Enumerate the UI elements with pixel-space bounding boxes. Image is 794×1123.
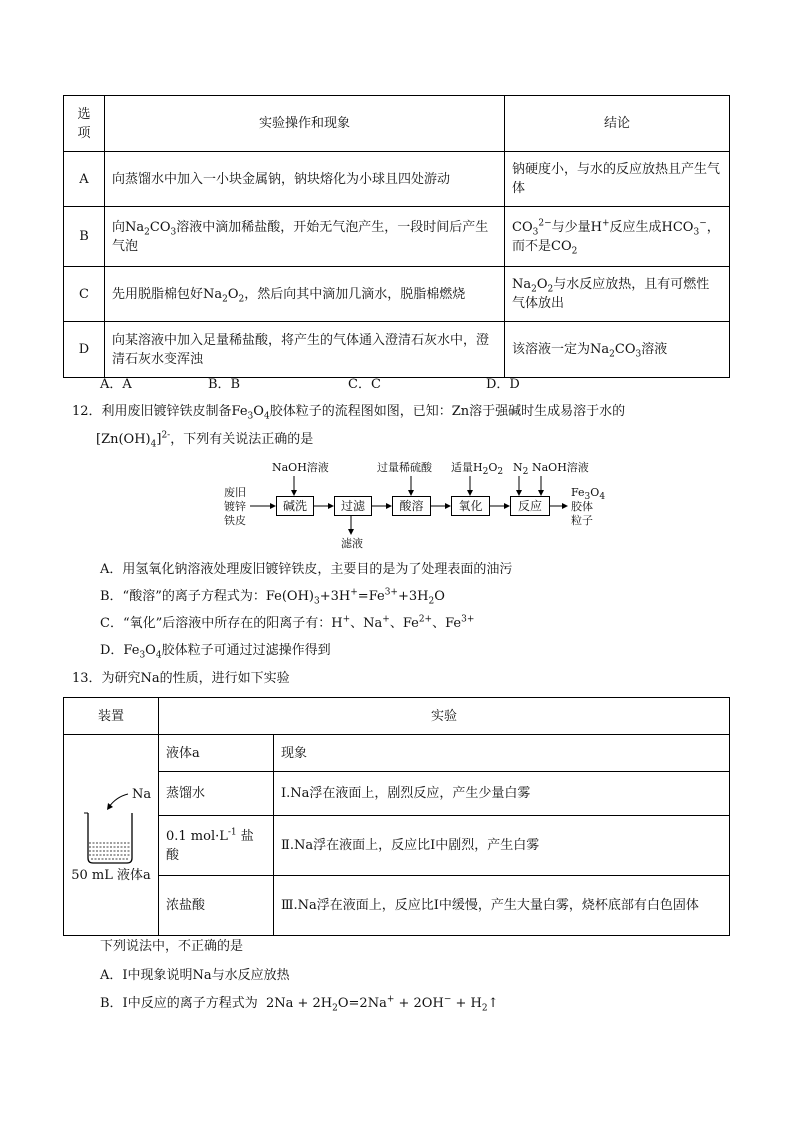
operation-cell: 向$Na_2CO_3$溶液中滴加稀盐酸，开始无气泡产生，一段时间后产生气泡 — [105, 207, 505, 267]
q12-option-a[interactable]: A．用氢氧化钠溶液处理废旧镀锌铁皮，主要目的是为了处理表面的油污 — [100, 562, 513, 577]
q12-option-c[interactable]: C．“氧化”后溶液中所存在的阳离子有：H+、Na+、$Fe^{2+}$、$Fe^{3+}$ — [100, 614, 475, 631]
reagent-naoh-2: NaOH溶液 — [532, 461, 589, 474]
table-row: 蒸馏水 Ⅰ.Na浮在液面上，剧烈反应，产生少量白雾 — [64, 772, 730, 816]
experiment-table-q11 — [63, 95, 730, 378]
q11-choice-a[interactable]: A．A — [100, 377, 132, 392]
conclusion-cell: $Na_2O_2$与水反应放热，且有可燃性气体放出 — [505, 267, 730, 322]
table-row: B 向$Na_2CO_3$溶液中滴加稀盐酸，开始无气泡产生，一段时间后产生气泡 $CO_3^{2-}$与少量H+反应生成$HCO_3^-$， 而不是$CO_2$ — [64, 207, 730, 267]
q13-question: 下列说法中，不正确的是 — [100, 939, 244, 954]
conclusion-cell: $CO_3^{2-}$与少量H+反应生成$HCO_3^-$， 而不是$CO_2$ — [505, 207, 730, 267]
header-option: 选 项 — [64, 96, 105, 152]
beaker-drawing — [64, 735, 158, 935]
q12-option-b[interactable]: B．“酸溶”的离子方程式为：$Fe(OH)_3+3H^+=Fe^{3+}+3H_2O$ — [100, 587, 445, 607]
q11-choice-c[interactable]: C．C — [348, 377, 381, 392]
q12-stem-line2: $[Zn(OH)_4]^{2-}$，下列有关说法正确的是 — [96, 430, 314, 450]
operation-cell: 向蒸馏水中加入一小块金属钠，钠块熔化为小球且四处游动 — [105, 152, 505, 207]
q11-choice-b[interactable]: B．B — [208, 377, 241, 392]
flow-start-label: 废旧 镀锌 铁皮 — [224, 486, 246, 527]
flow-box-acid-dissolve: 酸溶 — [392, 496, 431, 516]
header-experiment: 实验 — [159, 698, 730, 735]
conclusion-cell: 钠硬度小，与水的反应放热且产生气体 — [505, 152, 730, 207]
q12-stem: 12．利用废旧镀锌铁皮制备$Fe_3O_4$胶体粒子的流程图如图，已知：Zn溶于强碱时生成易溶于水的 — [72, 404, 626, 422]
q13-option-b[interactable]: B．Ⅰ中反应的离子方程式为 $2Na + 2H_2O=2Na^+ + 2OH^-$ + $H_2↑$ — [100, 994, 499, 1014]
q12-option-d[interactable]: D．$Fe_3O_4$胶体粒子可通过过滤操作得到 — [100, 643, 331, 661]
conclusion-cell: 该溶液一定为$Na_2CO_3$溶液 — [505, 322, 730, 378]
operation-cell: 先用脱脂棉包好$Na_2O_2$，然后向其中滴加几滴水，脱脂棉燃烧 — [105, 267, 505, 322]
subheader-liquid: 液体a — [159, 735, 274, 772]
operation-cell: 向某溶液中加入足量稀盐酸，将产生的气体通入澄清石灰水中，澄清石灰水变浑浊 — [105, 322, 505, 378]
reagent-sulfuric-acid: 过量稀硫酸 — [377, 461, 432, 474]
sodium-label: Na — [132, 787, 152, 802]
flow-box-react: 反应 — [510, 496, 550, 516]
flow-filtrate: 滤液 — [341, 537, 363, 550]
beaker-caption: 50 mL 液体a — [71, 868, 151, 883]
experiment-table-q13 — [63, 697, 730, 936]
q13-stem: 13．为研究Na的性质，进行如下实验 — [72, 671, 290, 686]
table-row: 浓盐酸 Ⅲ.Na浮在液面上，反应比Ⅰ中缓慢，产生大量白雾，烧杯底部有白色固体 — [64, 876, 730, 936]
q11-choice-d[interactable]: D．D — [486, 377, 520, 392]
header-apparatus: 装置 — [64, 698, 159, 735]
q13-option-a[interactable]: A．Ⅰ中现象说明Na与水反应放热 — [100, 968, 290, 983]
table-row: 0.1 $mol\cdot L^{-1}$ 盐酸 Ⅱ.Na浮在液面上，反应比Ⅰ中剧烈，产生白雾 — [64, 816, 730, 876]
flow-box-filter: 过滤 — [334, 496, 372, 516]
flow-box-oxidize: 氧化 — [451, 496, 490, 516]
table-row: A 向蒸馏水中加入一小块金属钠，钠块熔化为小球且四处游动 钠硬度小，与水的反应放热且产生气体 — [64, 152, 730, 207]
header-conclusion: 结论 — [505, 96, 730, 152]
reagent-naoh: NaOH溶液 — [272, 461, 329, 474]
flow-product: $Fe_3O_4$ 胶体 粒子 — [571, 486, 606, 527]
header-operation: 实验操作和现象 — [105, 96, 505, 152]
reagent-h2o2: 适量$H_2O_2$ — [451, 461, 504, 478]
flow-box-alkali-wash: 碱洗 — [276, 496, 314, 516]
table-row: D 向某溶液中加入足量稀盐酸，将产生的气体通入澄清石灰水中，澄清石灰水变浑浊 该溶液一定为$Na_2CO_3$溶液 — [64, 322, 730, 378]
apparatus-cell — [64, 735, 159, 936]
reagent-n2: $N_2$ — [513, 461, 529, 478]
table-row: C 先用脱脂棉包好$Na_2O_2$，然后向其中滴加几滴水，脱脂棉燃烧 $Na_2O_2$与水反应放热，且有可燃性气体放出 — [64, 267, 730, 322]
subheader-phenomenon: 现象 — [274, 735, 730, 772]
